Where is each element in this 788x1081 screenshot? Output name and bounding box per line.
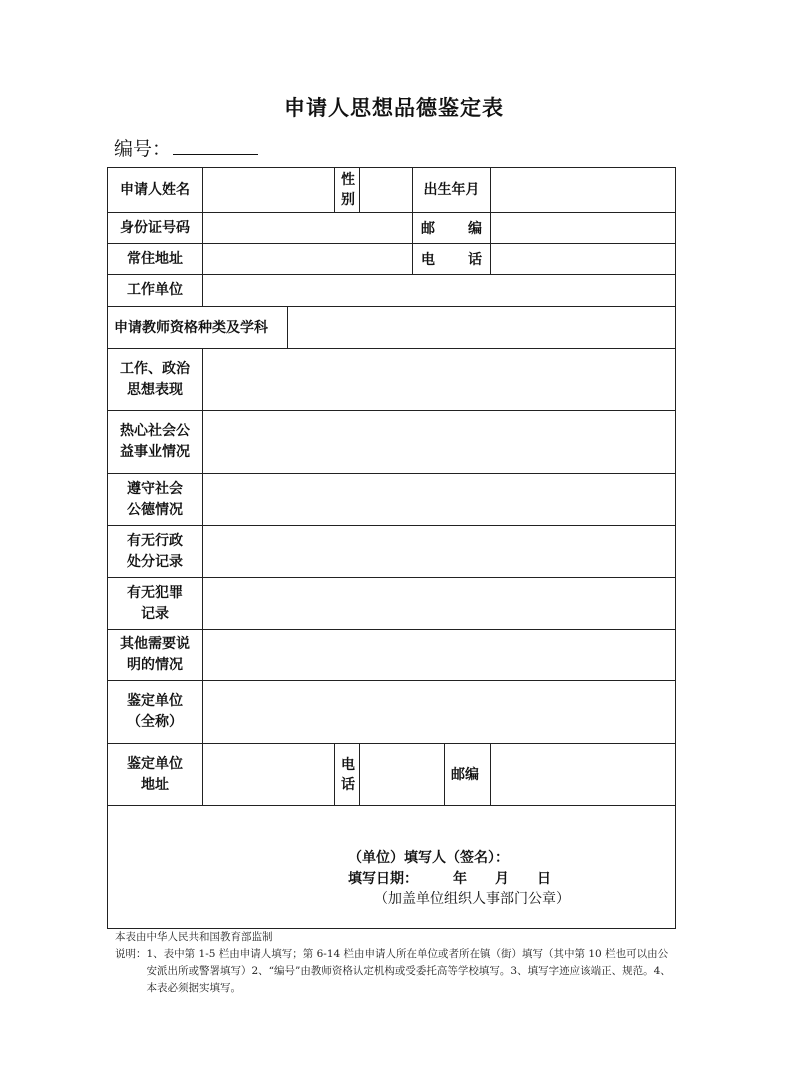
supervision-text: 本表由中华人民共和国教育部监制 bbox=[115, 931, 273, 943]
other-field[interactable] bbox=[203, 630, 676, 681]
table-row bbox=[108, 168, 676, 213]
admin-record-field[interactable] bbox=[203, 526, 676, 578]
address-field[interactable] bbox=[203, 244, 413, 275]
appraiser-postcode-label: 邮编 bbox=[445, 744, 491, 806]
birth-field[interactable] bbox=[491, 168, 676, 213]
fill-date-line[interactable]: 填写日期： 年 月 日 bbox=[348, 871, 551, 887]
serial-label: 编号： bbox=[114, 138, 172, 160]
footer bbox=[115, 929, 675, 997]
table-row bbox=[108, 349, 676, 411]
appraiser-phone-label: 电话 bbox=[335, 744, 360, 806]
signature-cell bbox=[108, 806, 676, 929]
other-label: 其他需要说明的情况 bbox=[108, 630, 203, 681]
work-unit-field[interactable] bbox=[203, 275, 676, 307]
instructions-label: 说明： bbox=[115, 948, 147, 960]
stamp-note: （加盖单位组织人事部门公章） bbox=[374, 891, 570, 907]
serial-input-line[interactable] bbox=[173, 136, 258, 155]
table-row bbox=[108, 411, 676, 474]
id-number-field[interactable] bbox=[203, 213, 413, 244]
postcode-field[interactable] bbox=[491, 213, 676, 244]
name-field[interactable] bbox=[203, 168, 335, 213]
table-row bbox=[108, 681, 676, 744]
phone-label: 电 话 bbox=[413, 244, 491, 275]
instructions bbox=[115, 946, 675, 997]
address-label: 常住地址 bbox=[108, 244, 203, 275]
public-welfare-label: 热心社会公益事业情况 bbox=[108, 411, 203, 474]
qualification-label: 申请教师资格种类及学科 bbox=[108, 307, 288, 349]
appraiser-address-label: 鉴定单位地址 bbox=[108, 744, 203, 806]
appraiser-phone-field[interactable] bbox=[360, 744, 445, 806]
birth-label: 出生年月 bbox=[413, 168, 491, 213]
appraiser-postcode-field[interactable] bbox=[491, 744, 676, 806]
table-row bbox=[108, 307, 676, 349]
social-ethics-label: 遵守社会公德情况 bbox=[108, 474, 203, 526]
table-row bbox=[108, 275, 676, 307]
appraiser-unit-label: 鉴定单位（全称） bbox=[108, 681, 203, 744]
signature-line[interactable]: （单位）填写人（签名）： bbox=[348, 850, 509, 866]
criminal-record-field[interactable] bbox=[203, 578, 676, 630]
serial-number bbox=[114, 134, 258, 161]
table-row bbox=[108, 744, 676, 806]
document-title: 申请人思想品德鉴定表 bbox=[284, 95, 504, 120]
table-row bbox=[108, 806, 676, 929]
id-number-label: 身份证号码 bbox=[108, 213, 203, 244]
appraiser-unit-field[interactable] bbox=[203, 681, 676, 744]
political-field[interactable] bbox=[203, 349, 676, 411]
social-ethics-field[interactable] bbox=[203, 474, 676, 526]
table-row bbox=[108, 244, 676, 275]
table-row bbox=[108, 630, 676, 681]
criminal-record-label: 有无犯罪记录 bbox=[108, 578, 203, 630]
gender-label: 性别 bbox=[335, 168, 360, 213]
political-label: 工作、政治思想表现 bbox=[108, 349, 203, 411]
work-unit-label: 工作单位 bbox=[108, 275, 203, 307]
appraisal-form-table bbox=[107, 167, 676, 929]
appraiser-address-field[interactable] bbox=[203, 744, 335, 806]
table-row bbox=[108, 474, 676, 526]
phone-field[interactable] bbox=[491, 244, 676, 275]
admin-record-label: 有无行政处分记录 bbox=[108, 526, 203, 578]
table-row bbox=[108, 526, 676, 578]
public-welfare-field[interactable] bbox=[203, 411, 676, 474]
qualification-field[interactable] bbox=[288, 307, 676, 349]
name-label: 申请人姓名 bbox=[108, 168, 203, 213]
instructions-text: 1、表中第 1-5 栏由申请人填写；第 6-14 栏由申请人所在单位或者所在镇（街）填写（其中第 10 栏也可以由公安派出所或警署填写）2、“编号”由教师资格认定机构或受委托高等学校填写。3、填写字迹应该端正、规范。4、本表必须据实填写。 bbox=[146, 948, 671, 994]
gender-field[interactable] bbox=[360, 168, 413, 213]
signature-block bbox=[348, 848, 551, 890]
table-row bbox=[108, 213, 676, 244]
postcode-label: 邮 编 bbox=[413, 213, 491, 244]
table-row bbox=[108, 578, 676, 630]
